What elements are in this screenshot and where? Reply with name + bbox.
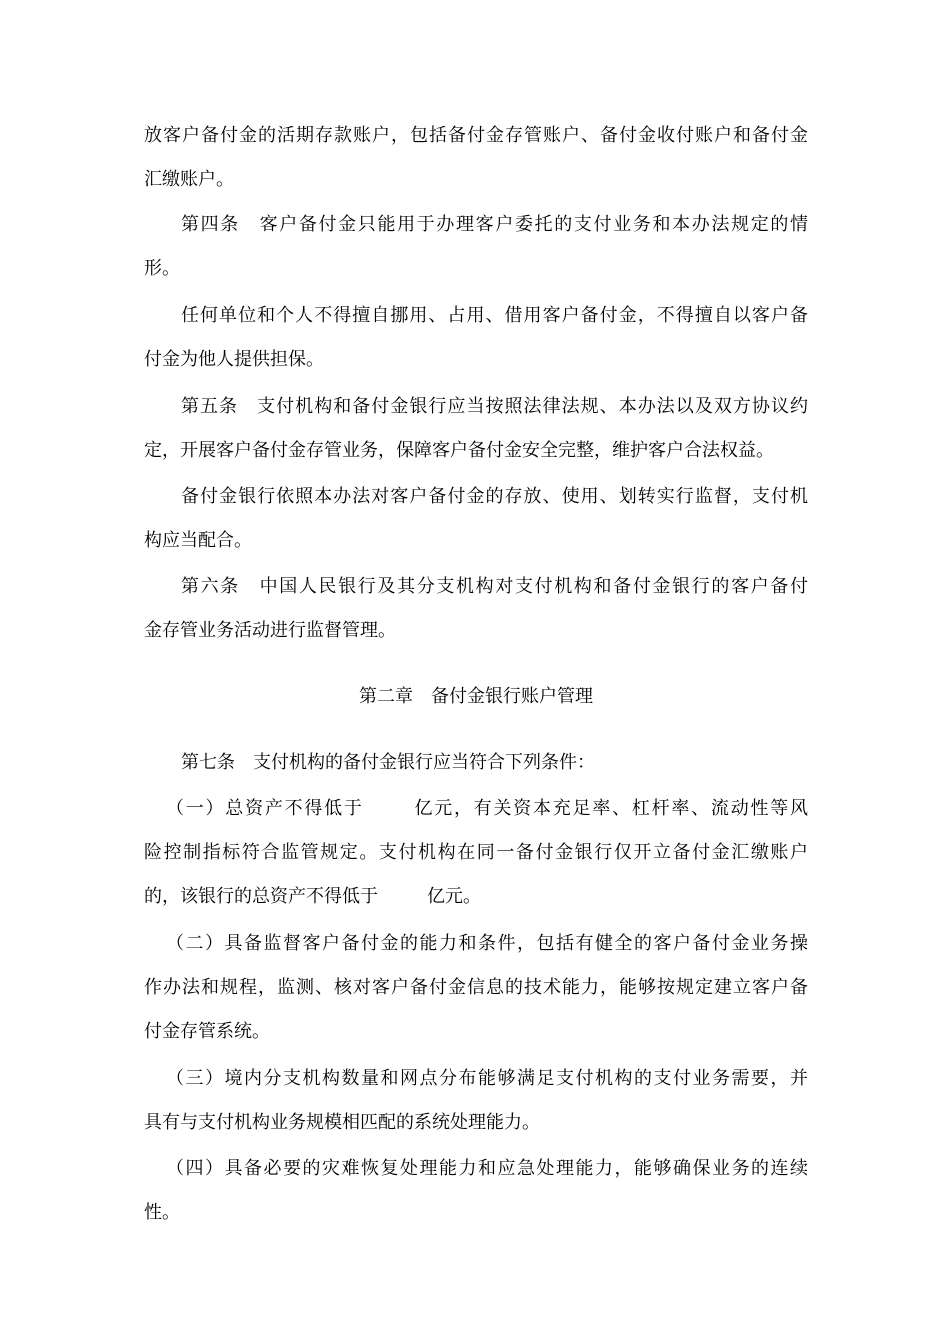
text-line: 付金为他人提供担保。	[144, 349, 324, 370]
text-line: 备付金银行依照本办法对客户备付金的存放、使用、划转实行监督，支付机	[181, 486, 808, 507]
text-line	[144, 203, 808, 247]
text-line: 付金存管系统。	[144, 1021, 270, 1042]
text-line: （二）具备监督客户备付金的能力和条件，包括有健全的客户备付金业务操	[166, 933, 808, 954]
text-line: 金存管业务活动进行监督管理。	[144, 620, 396, 641]
article-number: 第七条	[181, 752, 235, 773]
article-number: 第四条	[181, 214, 240, 235]
paragraph-article-6	[144, 565, 808, 653]
text-line: 汇缴账户。	[144, 169, 234, 190]
article-text: 中国人民银行及其分支机构对支付机构和备付金银行的客户备付	[257, 576, 808, 597]
text-line: 具有与支付机构业务规模相匹配的系统处理能力。	[144, 1112, 540, 1133]
paragraph-item-2	[144, 922, 808, 1054]
text-line: 放客户备付金的活期存款账户，包括备付金存管账户、备付金收付账户和备付金	[144, 125, 808, 146]
text-segment: （一）总资产不得低于	[166, 798, 364, 819]
text-line: 任何单位和个人不得擅自挪用、占用、借用客户备付金，不得擅自以客户备	[181, 305, 808, 326]
paragraph-article-5	[144, 385, 808, 473]
text-segment: 的，该银行的总资产不得低于	[144, 886, 378, 907]
text-line	[144, 787, 808, 831]
text-line: 性。	[144, 1202, 180, 1223]
text-line	[144, 565, 808, 609]
paragraph-item-4	[144, 1147, 808, 1235]
text-line	[144, 741, 808, 785]
paragraph-article-5-2	[144, 475, 808, 563]
paragraph-article-4	[144, 203, 808, 291]
text-line	[144, 385, 808, 429]
chapter-number: 第二章	[359, 686, 413, 707]
article-text: 客户备付金只能用于办理客户委托的支付业务和本办法规定的情	[257, 214, 808, 235]
text-line: 定，开展客户备付金存管业务，保障客户备付金安全完整，维护客户合法权益。	[144, 440, 774, 461]
paragraph-item-3	[144, 1057, 808, 1145]
chapter-heading	[144, 675, 808, 719]
text-segment: 亿元。	[427, 886, 481, 907]
text-line: 作办法和规程，监测、核对客户备付金信息的技术能力，能够按规定建立客户备	[144, 977, 808, 998]
text-line: （四）具备必要的灾难恢复处理能力和应急处理能力，能够确保业务的连续	[166, 1158, 808, 1179]
paragraph-article-4-2	[144, 294, 808, 382]
paragraph-item-1	[144, 787, 808, 919]
text-segment: 亿元，有关资本充足率、杠杆率、流动性等风	[412, 798, 809, 819]
paragraph-article-7	[144, 741, 808, 785]
article-number: 第五条	[181, 396, 239, 417]
paragraph-continued	[144, 114, 808, 202]
text-line: 形。	[144, 258, 180, 279]
text-line: 险控制指标符合监管规定。支付机构在同一备付金银行仅开立备付金汇缴账户	[144, 842, 808, 863]
article-text: 支付机构和备付金银行应当按照法律法规、本办法以及双方协议约	[256, 396, 808, 417]
article-text: 支付机构的备付金银行应当符合下列条件：	[253, 752, 595, 773]
chapter-title: 备付金银行账户管理	[431, 686, 593, 707]
text-line	[144, 875, 808, 919]
article-number: 第六条	[181, 576, 240, 597]
text-line: （三）境内分支机构数量和网点分布能够满足支付机构的支付业务需要，并	[166, 1068, 808, 1089]
text-line: 构应当配合。	[144, 530, 252, 551]
